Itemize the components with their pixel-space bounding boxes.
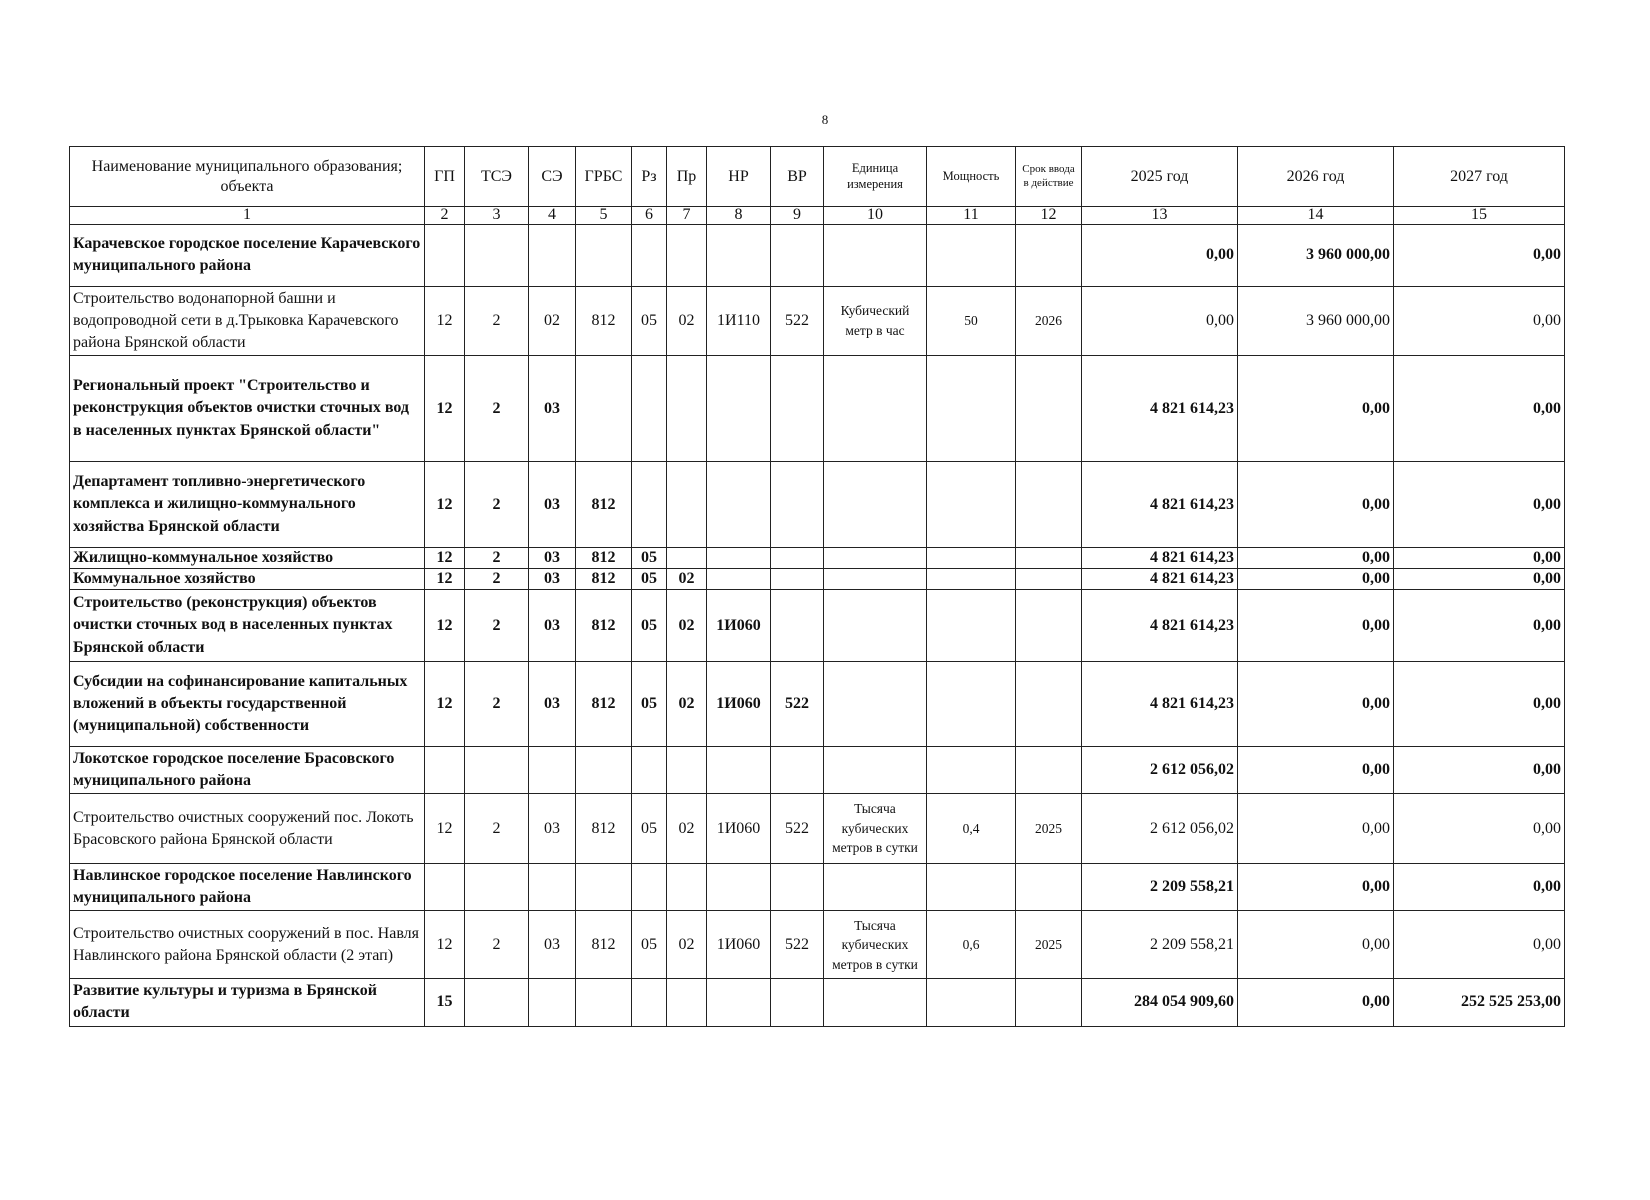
table-row xyxy=(70,569,1565,590)
cell-se: 03 xyxy=(529,356,576,462)
table-body xyxy=(70,224,1565,1026)
amount-2025: 4 821 614,23 xyxy=(1082,662,1238,747)
cell-power: 0,4 xyxy=(927,794,1016,864)
amount-2025: 2 209 558,21 xyxy=(1082,911,1238,979)
cell-rz: 05 xyxy=(632,569,667,590)
cell-gp: 12 xyxy=(425,286,465,355)
cell-pr: 02 xyxy=(667,286,707,355)
cell-nr xyxy=(707,747,771,794)
cell-gp: 12 xyxy=(425,569,465,590)
cell-term: 2025 xyxy=(1016,794,1082,864)
amount-2027: 0,00 xyxy=(1394,911,1565,979)
cell-gp xyxy=(425,864,465,911)
column-number: 8 xyxy=(707,207,771,225)
row-name: Строительство (реконструкция) объектов очистки сточных вод в населенных пунктах Брянской области xyxy=(70,590,425,662)
cell-gp: 12 xyxy=(425,911,465,979)
column-number: 10 xyxy=(824,207,927,225)
cell-tse: 2 xyxy=(465,462,529,548)
cell-nr xyxy=(707,864,771,911)
cell-pr: 02 xyxy=(667,569,707,590)
amount-2025: 0,00 xyxy=(1082,286,1238,355)
page-number: 8 xyxy=(821,112,829,127)
cell-pr xyxy=(667,224,707,286)
column-number-row xyxy=(70,207,1565,225)
cell-pr xyxy=(667,979,707,1026)
cell-term xyxy=(1016,662,1082,747)
table-row xyxy=(70,548,1565,569)
cell-rz: 05 xyxy=(632,911,667,979)
header-se: СЭ xyxy=(529,147,576,207)
cell-rz xyxy=(632,747,667,794)
cell-unit xyxy=(824,662,927,747)
row-name: Строительство водонапорной башни и водопроводной сети в д.Трыковка Карачевского района Брянской области xyxy=(70,286,425,355)
cell-unit xyxy=(824,462,927,548)
header-vr: ВР xyxy=(771,147,824,207)
cell-tse: 2 xyxy=(465,548,529,569)
table-row xyxy=(70,462,1565,548)
cell-rz: 05 xyxy=(632,286,667,355)
cell-gp: 12 xyxy=(425,548,465,569)
table-row xyxy=(70,662,1565,747)
cell-se xyxy=(529,747,576,794)
cell-pr: 02 xyxy=(667,794,707,864)
cell-pr: 02 xyxy=(667,590,707,662)
amount-2026: 0,00 xyxy=(1238,911,1394,979)
amount-2026: 0,00 xyxy=(1238,569,1394,590)
amount-2027: 0,00 xyxy=(1394,569,1565,590)
column-number: 7 xyxy=(667,207,707,225)
cell-unit: Тысяча кубических метров в сутки xyxy=(824,794,927,864)
cell-nr xyxy=(707,462,771,548)
cell-vr xyxy=(771,979,824,1026)
cell-nr: 1И060 xyxy=(707,590,771,662)
cell-unit xyxy=(824,356,927,462)
row-name: Локотское городское поселение Брасовского муниципального района xyxy=(70,747,425,794)
amount-2026: 0,00 xyxy=(1238,979,1394,1026)
cell-nr xyxy=(707,548,771,569)
cell-grbs: 812 xyxy=(576,590,632,662)
cell-unit xyxy=(824,864,927,911)
cell-vr xyxy=(771,864,824,911)
cell-tse: 2 xyxy=(465,569,529,590)
column-number: 9 xyxy=(771,207,824,225)
row-name: Департамент топливно-энергетического комплекса и жилищно-коммунального хозяйства Брянской области xyxy=(70,462,425,548)
cell-power xyxy=(927,747,1016,794)
cell-term: 2025 xyxy=(1016,911,1082,979)
amount-2025: 284 054 909,60 xyxy=(1082,979,1238,1026)
cell-se: 03 xyxy=(529,794,576,864)
cell-term: 2026 xyxy=(1016,286,1082,355)
cell-gp: 15 xyxy=(425,979,465,1026)
cell-tse: 2 xyxy=(465,662,529,747)
cell-gp: 12 xyxy=(425,462,465,548)
cell-nr: 1И110 xyxy=(707,286,771,355)
header-rz: Рз xyxy=(632,147,667,207)
cell-se: 03 xyxy=(529,462,576,548)
row-name: Карачевское городское поселение Карачевского муниципального района xyxy=(70,224,425,286)
cell-vr: 522 xyxy=(771,911,824,979)
table-row xyxy=(70,911,1565,979)
table-row xyxy=(70,286,1565,355)
header-2025: 2025 год xyxy=(1082,147,1238,207)
cell-se xyxy=(529,224,576,286)
row-name: Жилищно-коммунальное хозяйство xyxy=(70,548,425,569)
cell-nr xyxy=(707,224,771,286)
header-gp: ГП xyxy=(425,147,465,207)
header-tse: ТСЭ xyxy=(465,147,529,207)
cell-vr: 522 xyxy=(771,286,824,355)
cell-rz xyxy=(632,356,667,462)
cell-grbs xyxy=(576,224,632,286)
cell-grbs xyxy=(576,979,632,1026)
cell-vr: 522 xyxy=(771,662,824,747)
amount-2025: 0,00 xyxy=(1082,224,1238,286)
cell-tse: 2 xyxy=(465,590,529,662)
amount-2026: 3 960 000,00 xyxy=(1238,224,1394,286)
cell-gp xyxy=(425,747,465,794)
cell-tse: 2 xyxy=(465,356,529,462)
cell-term xyxy=(1016,747,1082,794)
cell-vr xyxy=(771,356,824,462)
cell-term xyxy=(1016,864,1082,911)
cell-grbs: 812 xyxy=(576,911,632,979)
cell-nr: 1И060 xyxy=(707,911,771,979)
cell-grbs xyxy=(576,864,632,911)
cell-unit xyxy=(824,747,927,794)
cell-term xyxy=(1016,356,1082,462)
table-row xyxy=(70,590,1565,662)
table-row xyxy=(70,794,1565,864)
column-number: 6 xyxy=(632,207,667,225)
cell-power xyxy=(927,662,1016,747)
header-term: Срок ввода в действие xyxy=(1016,147,1082,207)
column-number: 15 xyxy=(1394,207,1565,225)
cell-gp: 12 xyxy=(425,662,465,747)
amount-2025: 4 821 614,23 xyxy=(1082,590,1238,662)
row-name: Субсидии на софинансирование капитальных вложений в объекты государственной (муниципальной) собственности xyxy=(70,662,425,747)
cell-grbs: 812 xyxy=(576,794,632,864)
cell-nr: 1И060 xyxy=(707,662,771,747)
cell-pr: 02 xyxy=(667,662,707,747)
header-2027: 2027 год xyxy=(1394,147,1565,207)
cell-se: 03 xyxy=(529,569,576,590)
amount-2026: 0,00 xyxy=(1238,864,1394,911)
cell-rz: 05 xyxy=(632,590,667,662)
cell-gp: 12 xyxy=(425,356,465,462)
row-name: Региональный проект "Строительство и реконструкция объектов очистки сточных вод в населенных пунктах Брянской области" xyxy=(70,356,425,462)
cell-se: 03 xyxy=(529,548,576,569)
amount-2027: 0,00 xyxy=(1394,864,1565,911)
cell-vr xyxy=(771,569,824,590)
header-nr: НР xyxy=(707,147,771,207)
table-row xyxy=(70,979,1565,1026)
column-number: 3 xyxy=(465,207,529,225)
amount-2025: 4 821 614,23 xyxy=(1082,548,1238,569)
cell-se xyxy=(529,864,576,911)
cell-unit: Тысяча кубических метров в сутки xyxy=(824,911,927,979)
cell-grbs: 812 xyxy=(576,662,632,747)
amount-2027: 0,00 xyxy=(1394,224,1565,286)
amount-2026: 0,00 xyxy=(1238,548,1394,569)
amount-2027: 0,00 xyxy=(1394,356,1565,462)
amount-2026: 0,00 xyxy=(1238,794,1394,864)
amount-2025: 2 612 056,02 xyxy=(1082,794,1238,864)
cell-pr xyxy=(667,747,707,794)
amount-2027: 0,00 xyxy=(1394,794,1565,864)
amount-2027: 0,00 xyxy=(1394,747,1565,794)
header-unit: Единица измерения xyxy=(824,147,927,207)
cell-grbs: 812 xyxy=(576,569,632,590)
budget-table xyxy=(69,146,1565,1027)
cell-unit xyxy=(824,224,927,286)
cell-rz: 05 xyxy=(632,794,667,864)
amount-2026: 0,00 xyxy=(1238,462,1394,548)
cell-tse xyxy=(465,864,529,911)
cell-gp xyxy=(425,224,465,286)
cell-grbs xyxy=(576,356,632,462)
cell-term xyxy=(1016,569,1082,590)
cell-se: 03 xyxy=(529,911,576,979)
cell-power xyxy=(927,224,1016,286)
amount-2027: 0,00 xyxy=(1394,548,1565,569)
cell-rz xyxy=(632,864,667,911)
header-row xyxy=(70,147,1565,207)
table-row xyxy=(70,356,1565,462)
cell-nr xyxy=(707,569,771,590)
cell-term xyxy=(1016,590,1082,662)
cell-rz xyxy=(632,224,667,286)
amount-2027: 0,00 xyxy=(1394,590,1565,662)
cell-term xyxy=(1016,462,1082,548)
row-name: Строительство очистных сооружений пос. Локоть Брасовского района Брянской области xyxy=(70,794,425,864)
cell-power xyxy=(927,979,1016,1026)
cell-grbs: 812 xyxy=(576,548,632,569)
header-name: Наименование муниципального образования; объекта xyxy=(70,147,425,207)
cell-se: 02 xyxy=(529,286,576,355)
cell-vr xyxy=(771,548,824,569)
cell-unit xyxy=(824,979,927,1026)
cell-tse: 2 xyxy=(465,286,529,355)
column-number: 4 xyxy=(529,207,576,225)
amount-2026: 0,00 xyxy=(1238,662,1394,747)
cell-term xyxy=(1016,548,1082,569)
cell-power: 0,6 xyxy=(927,911,1016,979)
row-name: Строительство очистных сооружений в пос. Навля Навлинского района Брянской области (2 этап) xyxy=(70,911,425,979)
header-2026: 2026 год xyxy=(1238,147,1394,207)
cell-vr xyxy=(771,462,824,548)
column-number: 5 xyxy=(576,207,632,225)
table-row xyxy=(70,747,1565,794)
amount-2026: 3 960 000,00 xyxy=(1238,286,1394,355)
header-pr: Пр xyxy=(667,147,707,207)
table-row xyxy=(70,864,1565,911)
cell-power xyxy=(927,356,1016,462)
cell-tse xyxy=(465,224,529,286)
cell-tse: 2 xyxy=(465,794,529,864)
cell-gp: 12 xyxy=(425,590,465,662)
row-name: Навлинское городское поселение Навлинского муниципального района xyxy=(70,864,425,911)
row-name: Коммунальное хозяйство xyxy=(70,569,425,590)
cell-unit xyxy=(824,590,927,662)
cell-se xyxy=(529,979,576,1026)
cell-pr xyxy=(667,356,707,462)
header-power: Мощность xyxy=(927,147,1016,207)
cell-vr: 522 xyxy=(771,794,824,864)
cell-rz xyxy=(632,462,667,548)
header-grbs: ГРБС xyxy=(576,147,632,207)
cell-power xyxy=(927,462,1016,548)
cell-power xyxy=(927,548,1016,569)
cell-power xyxy=(927,864,1016,911)
column-number: 11 xyxy=(927,207,1016,225)
cell-se: 03 xyxy=(529,590,576,662)
cell-pr: 02 xyxy=(667,911,707,979)
amount-2025: 4 821 614,23 xyxy=(1082,569,1238,590)
cell-vr xyxy=(771,747,824,794)
cell-vr xyxy=(771,590,824,662)
cell-unit: Кубический метр в час xyxy=(824,286,927,355)
cell-gp: 12 xyxy=(425,794,465,864)
cell-tse xyxy=(465,979,529,1026)
cell-unit xyxy=(824,548,927,569)
cell-term xyxy=(1016,979,1082,1026)
cell-nr xyxy=(707,356,771,462)
amount-2025: 4 821 614,23 xyxy=(1082,462,1238,548)
cell-power: 50 xyxy=(927,286,1016,355)
amount-2026: 0,00 xyxy=(1238,590,1394,662)
amount-2026: 0,00 xyxy=(1238,747,1394,794)
row-name: Развитие культуры и туризма в Брянской области xyxy=(70,979,425,1026)
amount-2027: 0,00 xyxy=(1394,286,1565,355)
amount-2025: 2 209 558,21 xyxy=(1082,864,1238,911)
column-number: 12 xyxy=(1016,207,1082,225)
cell-rz: 05 xyxy=(632,662,667,747)
cell-pr xyxy=(667,864,707,911)
column-number: 14 xyxy=(1238,207,1394,225)
amount-2027: 252 525 253,00 xyxy=(1394,979,1565,1026)
cell-nr xyxy=(707,979,771,1026)
cell-se: 03 xyxy=(529,662,576,747)
cell-unit xyxy=(824,569,927,590)
cell-pr xyxy=(667,462,707,548)
amount-2025: 4 821 614,23 xyxy=(1082,356,1238,462)
amount-2027: 0,00 xyxy=(1394,462,1565,548)
column-number: 1 xyxy=(70,207,425,225)
table-row xyxy=(70,224,1565,286)
cell-grbs xyxy=(576,747,632,794)
cell-power xyxy=(927,569,1016,590)
cell-tse: 2 xyxy=(465,911,529,979)
column-number: 2 xyxy=(425,207,465,225)
amount-2025: 2 612 056,02 xyxy=(1082,747,1238,794)
cell-pr xyxy=(667,548,707,569)
cell-grbs: 812 xyxy=(576,462,632,548)
cell-rz xyxy=(632,979,667,1026)
cell-grbs: 812 xyxy=(576,286,632,355)
cell-nr: 1И060 xyxy=(707,794,771,864)
cell-tse xyxy=(465,747,529,794)
amount-2026: 0,00 xyxy=(1238,356,1394,462)
cell-term xyxy=(1016,224,1082,286)
cell-power xyxy=(927,590,1016,662)
amount-2027: 0,00 xyxy=(1394,662,1565,747)
column-number: 13 xyxy=(1082,207,1238,225)
cell-vr xyxy=(771,224,824,286)
cell-rz: 05 xyxy=(632,548,667,569)
